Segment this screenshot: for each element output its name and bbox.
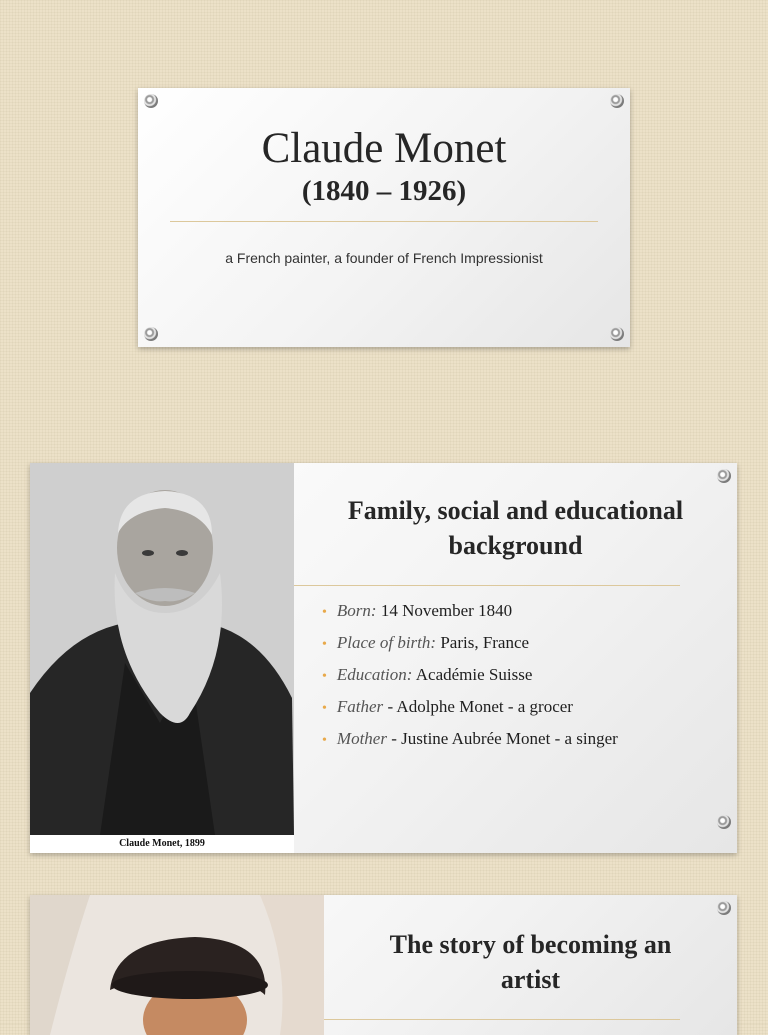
title-slide	[138, 88, 630, 347]
slide-title: Claude Monet	[261, 125, 507, 172]
monet-self-portrait-image	[30, 895, 324, 1035]
photo-caption: Claude Monet, 1899	[30, 835, 294, 853]
rivet-icon	[717, 901, 731, 915]
bullet-icon: •	[322, 701, 327, 716]
rivet-icon	[717, 469, 731, 483]
slide-title-line2: artist	[500, 965, 561, 994]
bullet-icon: •	[322, 733, 327, 748]
list-item: • Mother - Justine Aubrée Monet - a singer	[322, 729, 618, 748]
rivet-icon	[717, 815, 731, 829]
slide-title	[294, 493, 737, 563]
portrait-illustration	[30, 463, 294, 835]
bullet-icon: •	[322, 605, 327, 620]
self-portrait-illustration	[30, 895, 324, 1035]
divider	[294, 585, 680, 586]
artist-story-slide	[30, 895, 737, 1035]
slide-title-line1: Family, social and educational	[347, 496, 684, 525]
monet-portrait-photo	[30, 463, 294, 835]
rivet-icon	[144, 327, 158, 341]
slide-subtitle: a French painter, a founder of French Impressionist	[225, 250, 543, 266]
bullet-icon: •	[322, 669, 327, 684]
slide-title-line1: The story of becoming an	[389, 930, 672, 959]
list-item: • Place of birth: Paris, France	[322, 633, 530, 652]
slide-title	[324, 927, 737, 997]
bullet-icon: •	[322, 637, 327, 652]
divider	[170, 221, 598, 222]
rivet-icon	[610, 94, 624, 108]
list-item: • Education: Académie Suisse	[322, 665, 533, 684]
list-item: • Born: 14 November 1840	[322, 601, 513, 620]
slide-dates: (1840 – 1926)	[301, 175, 467, 207]
bio-list	[322, 599, 618, 759]
rivet-icon	[610, 327, 624, 341]
divider	[324, 1019, 680, 1020]
list-item: • Father - Adolphe Monet - a grocer	[322, 697, 573, 716]
rivet-icon	[144, 94, 158, 108]
background-slide	[30, 463, 737, 853]
slide-title-line2: background	[448, 531, 583, 560]
